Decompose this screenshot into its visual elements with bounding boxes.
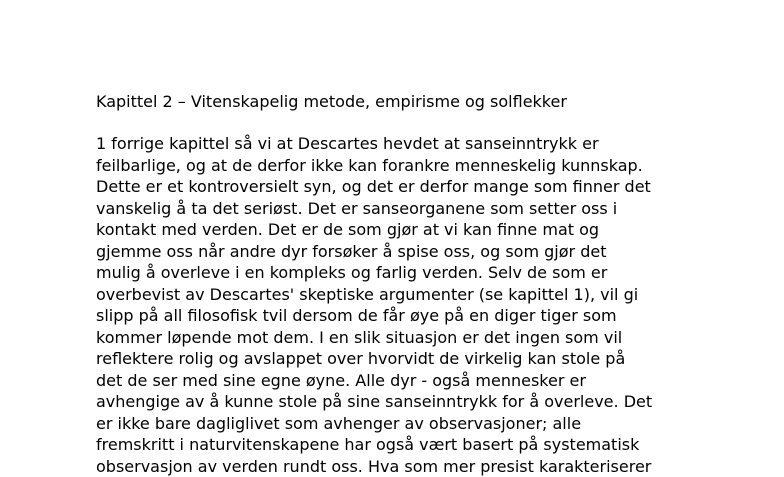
paragraph-line: kontakt med verden. Det er de som gjør at vi kan finne mat og (96, 219, 652, 241)
body-paragraph (96, 133, 652, 477)
paragraph-line: vanskelig å ta det seriøst. Det er sanseorganene som setter oss i (96, 198, 652, 220)
paragraph-line: Dette er et kontroversielt syn, og det er derfor mange som finner det (96, 176, 652, 198)
paragraph-line: mulig å overleve i en kompleks og farlig verden. Selv de som er (96, 262, 652, 284)
paragraph-line: slipp på all filosofisk tvil dersom de får øye på en diger tiger som (96, 305, 652, 327)
paragraph-line: gjemme oss når andre dyr forsøker å spise oss, og som gjør det (96, 241, 652, 263)
paragraph-line: avhengige av å kunne stole på sine sanseinntrykk for å overleve. Det (96, 391, 652, 413)
paragraph-line: det de ser med sine egne øyne. Alle dyr - også mennesker er (96, 370, 652, 392)
paragraph-line: overbevist av Descartes' skeptiske argumenter (se kapittel 1), vil gi (96, 284, 652, 306)
paragraph-line: fremskritt i naturvitenskapene har også vært basert på systematisk (96, 434, 652, 456)
paragraph-line: er ikke bare dagliglivet som avhenger av observasjoner; alle (96, 413, 652, 435)
paragraph-line: reflektere rolig og avslappet over hvorvidt de virkelig kan stole på (96, 348, 652, 370)
paragraph-line: observasjon av verden rundt oss. Hva som mer presist karakteriserer (96, 456, 652, 477)
chapter-heading: Kapittel 2 – Vitenskapelig metode, empirisme og solflekker (96, 91, 567, 113)
paragraph-line: 1 forrige kapittel så vi at Descartes hevdet at sanseinntrykk er (96, 133, 652, 155)
paragraph-line: kommer løpende mot dem. I en slik situasjon er det ingen som vil (96, 327, 652, 349)
paragraph-line: feilbarlige, og at de derfor ikke kan forankre menneskelig kunnskap. (96, 155, 652, 177)
